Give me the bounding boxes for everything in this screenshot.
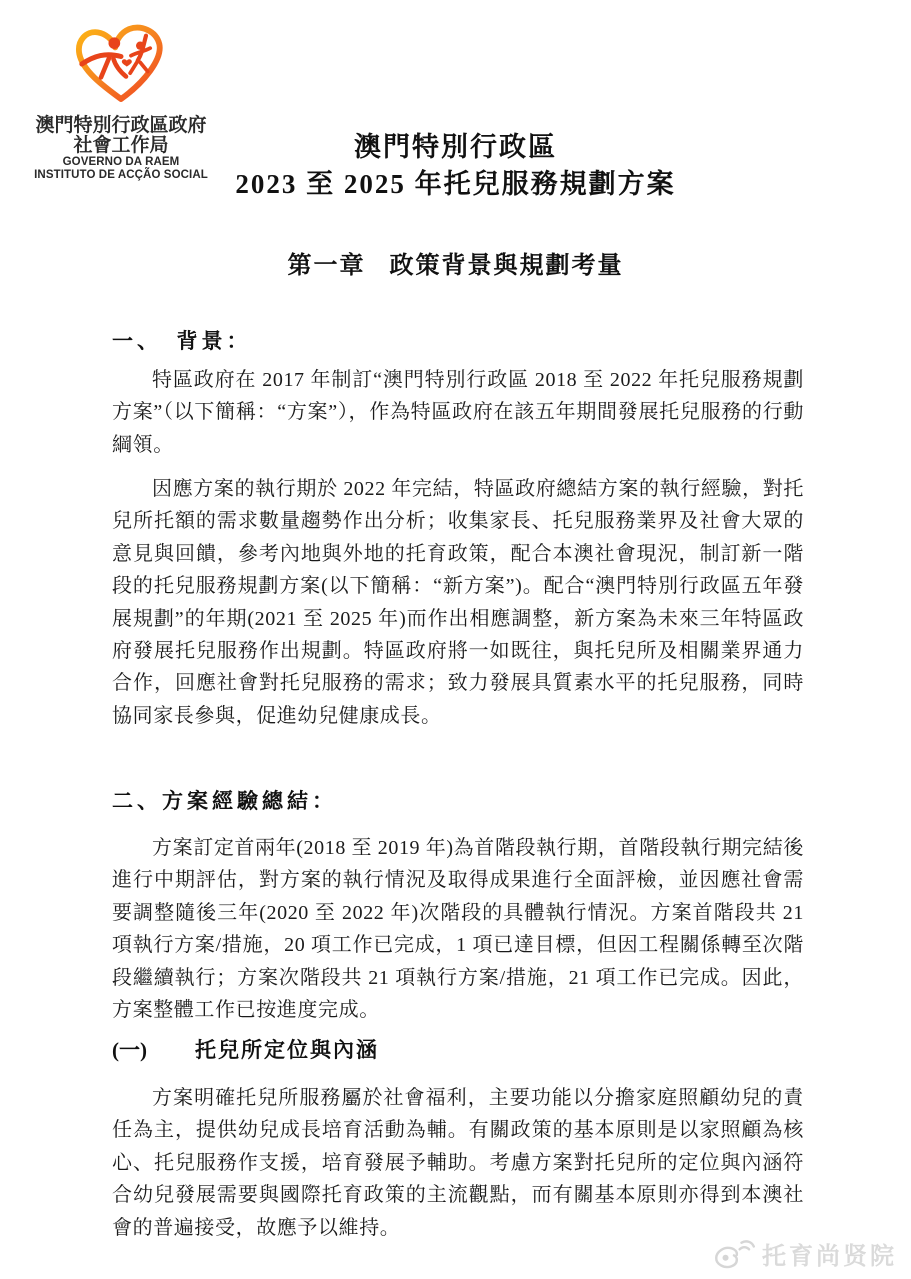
section-1-paragraph-1: 特區政府在 2017 年制訂“澳門特別行政區 2018 至 2022 年托兒服務規劃方案”（以下簡稱：“方案”），作為特區政府在該五年期間發展托兒服務的行動綱領。 <box>112 369 804 456</box>
agency-name-zh: 澳門特別行政區政府 <box>35 115 207 136</box>
agency-name-pt: GOVERNO DA RAEM <box>62 156 180 168</box>
chapter-title: 政策背景與規劃考量 <box>389 253 624 279</box>
section-1-paragraph-2: 因應方案的執行期於 2022 年完結，特區政府總結方案的執行經驗，對托兒所托額的需求數量趨勢作出分析；收集家長、托兒服務業界及社會大眾的意見與回饋，參考內地與外地的托育政策，配合本澳社會現況，制訂新一階段的托兒服務規劃方案(以下簡稱：“新方案”)。配合“澳門特別行政區五年發展規劃”的年期(2021 至 2025 年)而作出相應調整，新方案為未來三年特區政府發展托兒服務作出規劃。特區政府將一如既往，與托兒所及相關業界通力合作，回應社會對托兒服務的需求；致力發展具質素水平的托兒服務，同時協同家長參與，促進幼兒健康成長。 <box>112 478 804 727</box>
weibo-icon <box>713 1238 755 1270</box>
ias-heart-logo-icon <box>71 22 171 106</box>
agency-bureau-pt: INSTITUTO DE ACÇÃO SOCIAL <box>34 169 208 181</box>
document-title-line1: 澳門特別行政區 <box>354 132 557 162</box>
subsection-1-heading <box>112 1034 379 1064</box>
subsection-1-title: 托兒所定位與內涵 <box>195 1038 379 1062</box>
subsection-1-label: (一) <box>112 1038 147 1062</box>
watermark <box>713 1236 897 1271</box>
chapter-number: 第一章 <box>287 253 366 279</box>
document-title <box>0 129 911 203</box>
section-1-heading: 一、 背景： <box>112 329 252 353</box>
section-2-heading: 二、方案經驗總結： <box>112 789 337 813</box>
subsection-1-paragraph-1: 方案明確托兒所服務屬於社會福利，主要功能以分擔家庭照顧幼兒的責任為主，提供幼兒成長培育活動為輔。有關政策的基本原則是以家照顧為核心、托兒服務作支援，培育發展予輔助。考慮方案對托兒所的定位與內涵符合幼兒發展需要與國際托育政策的主流觀點，而有關基本原則亦得到本澳社會的普遍接受，故應予以維持。 <box>112 1087 804 1239</box>
chapter-heading <box>0 245 911 280</box>
watermark-text: 托育尚贤院 <box>762 1243 897 1270</box>
agency-bureau-zh: 社會工作局 <box>73 135 169 156</box>
document-title-line2: 2023 至 2025 年托兒服務規劃方案 <box>235 169 676 199</box>
section-2-paragraph-1: 方案訂定首兩年(2018 至 2019 年)為首階段執行期，首階段執行期完結後進行中期評估，對方案的執行情況及取得成果進行全面評檢，並因應社會需要調整隨後三年(2020 至 2022 年)次階段的具體執行情況。方案首階段共 21 項執行方案/措施，20 項工作已完成，1 項已達目標，但因工程關係轉至次階段繼續執行；方案次階段共 21 項執行方案/措施，21 項工作已完成。因此，方案整體工作已按進度完成。 <box>112 837 804 1022</box>
